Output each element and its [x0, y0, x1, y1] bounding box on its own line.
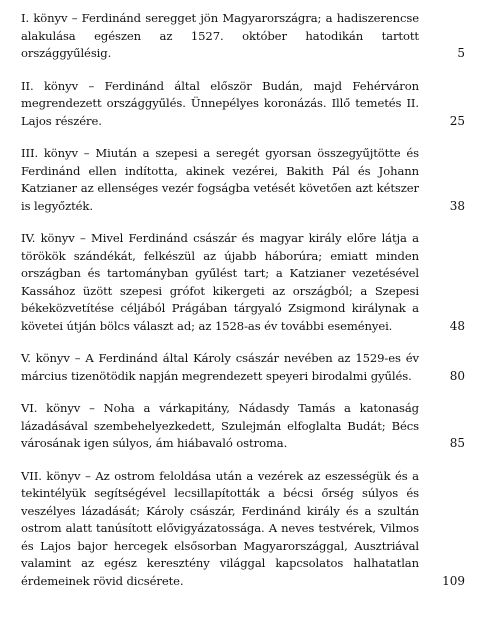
- toc-entry-text: VII. könyv – Az ostrom feloldása után a vezérek az eszességük és a tekintélyük segítségével lecsillapították a bécsi őrség súlyos és veszélyes lázadását; Károly császár, Ferdinánd király és a szultán ostrom alatt tanúsított elővigyázatossága. A neves testvérek, Vilmos és Lajos bajor hercegek elsősorban Magyarországgal, Ausztriával valamint az egész keresztény világgal kapcsolatos halhatatlan érdemeinek rövid dicsérete.: [21, 468, 419, 588]
- toc-entry-text: II. könyv – Ferdinánd által először Budán, majd Fehérváron megrendezett országgyűlés. Ünnepélyes koronázás. Illő temetés II. Lajos részére.: [21, 78, 419, 128]
- toc-entry-page-number: 38: [449, 198, 465, 213]
- table-of-contents: [21, 10, 465, 590]
- toc-entry-text: IV. könyv – Mivel Ferdinánd császár és magyar király előre látja a törökök szándékát, felkészül az újabb háborúra; emiatt minden országban és tartományban gyűlést tart; a Katzianer vezetésével Kassához üzött szepesi grófot kikergeti az országból; a Szepesi békeközvetítése céljából Prágában tárgyaló Zsigmond királynak a követei útján bölcs választ ad; az 1528-as év további eseményei.: [21, 231, 419, 333]
- toc-entry-book-2: [21, 78, 465, 131]
- toc-entry-book-1: [21, 10, 465, 63]
- toc-entry-book-3: [21, 145, 465, 215]
- toc-entry-text: V. könyv – A Ferdinánd által Károly császár nevében az 1529-es év március tizenötödik napján megrendezett speyeri birodalmi gyűlés.: [21, 351, 419, 383]
- toc-entry-page-number: 5: [457, 46, 465, 60]
- toc-entry-book-6: [21, 400, 465, 453]
- toc-entry-book-4: [21, 230, 465, 335]
- toc-entry-page-number: 48: [449, 318, 465, 333]
- toc-entry-text: VI. könyv – Noha a várkapitány, Nádasdy Tamás a katonaság lázadásával szembehelyezkedett, Szulejmán elfoglalta Budát; Bécs városának igen súlyos, ám hiábavaló ostroma.: [21, 401, 419, 450]
- toc-entry-page-number: 80: [449, 368, 465, 383]
- toc-entry-book-5: [21, 350, 465, 385]
- toc-entry-page-number: 109: [442, 573, 465, 588]
- toc-entry-page-number: 85: [449, 436, 465, 450]
- toc-entry-book-7: [21, 468, 465, 591]
- toc-entry-text: III. könyv – Miután a szepesi a seregét gyorsan összegyűjtötte és Ferdinánd ellen indította, akinek vezérei, Bakith Pál és Johann Katzianer az ellenséges vezér fogságba vetését követően azt kétszer is legyőzték.: [21, 146, 419, 213]
- toc-entry-text: I. könyv – Ferdinánd seregget jön Magyarországra; a hadiszerencse alakulása egészen az 1527. október hatodikán tartott országgyűlésig.: [21, 11, 419, 60]
- toc-entry-page-number: 25: [449, 113, 465, 128]
